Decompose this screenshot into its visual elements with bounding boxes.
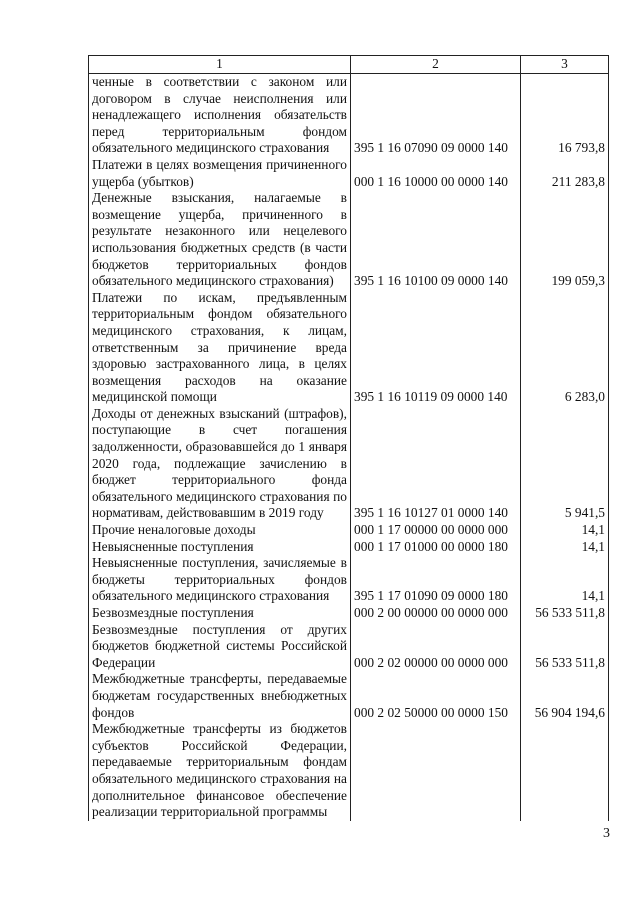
row-code: 000 2 02 00000 00 0000 000	[351, 622, 521, 672]
row-description: Денежные взыскания, налагаемые в возмещение ущерба, причиненного в результате незаконного или нецелевого использования бюджетных средств (в части бюджетов территориальных фондов обязательного медицинского страхования)	[89, 190, 351, 290]
row-code	[351, 721, 521, 821]
row-amount: 14,1	[521, 555, 609, 605]
row-description: Невыясненные поступления	[89, 539, 351, 556]
table-row	[89, 539, 609, 556]
row-code: 000 2 00 00000 00 0000 000	[351, 605, 521, 622]
table-row	[89, 721, 609, 821]
table-row	[89, 190, 609, 290]
column-header-1: 1	[89, 56, 351, 74]
row-amount: 14,1	[521, 522, 609, 539]
row-description: Платежи в целях возмещения причиненного ущерба (убытков)	[89, 157, 351, 190]
table-row	[89, 406, 609, 522]
row-amount: 6 283,0	[521, 290, 609, 406]
row-amount: 14,1	[521, 539, 609, 556]
table-row	[89, 522, 609, 539]
revenue-table	[88, 55, 609, 821]
row-amount: 56 533 511,8	[521, 605, 609, 622]
row-code: 395 1 17 01090 09 0000 180	[351, 555, 521, 605]
row-amount: 56 904 194,6	[521, 671, 609, 721]
row-code: 000 1 16 10000 00 0000 140	[351, 157, 521, 190]
table-row	[89, 157, 609, 190]
row-code: 395 1 16 10127 01 0000 140	[351, 406, 521, 522]
row-description: Безвозмездные поступления от других бюджетов бюджетной системы Российской Федерации	[89, 622, 351, 672]
row-description: Прочие неналоговые доходы	[89, 522, 351, 539]
row-description: Невыясненные поступления, зачисляемые в бюджеты территориальных фондов обязательного медицинского страхования	[89, 555, 351, 605]
column-header-3: 3	[521, 56, 609, 74]
row-amount	[521, 721, 609, 821]
page-number: 3	[603, 826, 610, 841]
row-amount: 5 941,5	[521, 406, 609, 522]
row-amount: 16 793,8	[521, 74, 609, 157]
row-amount: 199 059,3	[521, 190, 609, 290]
row-code: 395 1 16 10119 09 0000 140	[351, 290, 521, 406]
table-row	[89, 555, 609, 605]
row-code: 000 1 17 00000 00 0000 000	[351, 522, 521, 539]
table-header-row	[89, 56, 609, 74]
row-description: Межбюджетные трансферты из бюджетов субъектов Российской Федерации, передаваемые территориальным фондам обязательного медицинского страхования на дополнительное финансовое обеспечение реализации территориальной программы	[89, 721, 351, 821]
row-code: 395 1 16 07090 09 0000 140	[351, 74, 521, 157]
row-description: Доходы от денежных взысканий (штрафов), поступающие в счет погашения задолженности, образовавшейся до 1 января 2020 года, подлежащие зачислению в бюджет территориального фонда обязательного медицинского страхования по нормативам, действовавшим в 2019 году	[89, 406, 351, 522]
column-header-2: 2	[351, 56, 521, 74]
row-description: Безвозмездные поступления	[89, 605, 351, 622]
row-amount: 56 533 511,8	[521, 622, 609, 672]
row-code: 395 1 16 10100 09 0000 140	[351, 190, 521, 290]
row-code: 000 1 17 01000 00 0000 180	[351, 539, 521, 556]
table-row	[89, 74, 609, 157]
table-row	[89, 290, 609, 406]
row-description: ченные в соответствии с законом или договором в случае неисполнения или ненадлежащего исполнения обязательств перед территориальным фондом обязательного медицинского страхования	[89, 74, 351, 157]
row-amount: 211 283,8	[521, 157, 609, 190]
table-row	[89, 671, 609, 721]
row-description: Межбюджетные трансферты, передаваемые бюджетам государственных внебюджетных фондов	[89, 671, 351, 721]
table-row	[89, 622, 609, 672]
table-row	[89, 605, 609, 622]
row-code: 000 2 02 50000 00 0000 150	[351, 671, 521, 721]
row-description: Платежи по искам, предъявленным территориальным фондом обязательного медицинского страхования, к лицам, ответственным за причинение вреда здоровью застрахованного лица, в целях возмещения расходов на оказание медицинской помощи	[89, 290, 351, 406]
